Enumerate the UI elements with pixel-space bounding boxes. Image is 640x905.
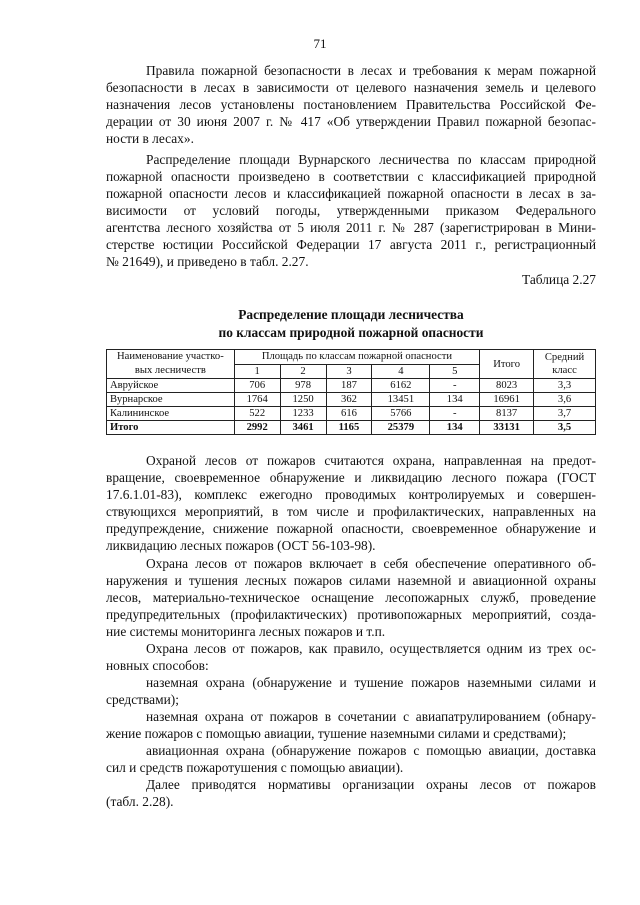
text-line: назначения лесов установлены постановлением Правительства Российской Фе- (106, 97, 596, 112)
table-cell: 33131 (480, 421, 534, 435)
table-cell: 187 (326, 379, 372, 393)
row-name-cell: Калининское (107, 407, 235, 421)
text-line: Охрана лесов от пожаров, как правило, осуществляется одним из трех ос- (146, 641, 596, 656)
table-label: Таблица 2.27 (521, 272, 596, 287)
row-name-cell: Итого (107, 421, 235, 435)
table-cell: 2992 (234, 421, 280, 435)
text-line: Охрана лесов от пожаров включает в себя обеспечение оперативного об- (146, 556, 596, 571)
text-line: стерстве юстиции Российской Федерации 17 августа 2011 г., регистрационный (106, 237, 596, 252)
text-line: пожарной опасности произведено в соответствии с классификацией природной (106, 169, 596, 184)
class-header-cell: 1 (234, 364, 280, 379)
fire-class-table (106, 349, 596, 435)
table-cell: 978 (280, 379, 326, 393)
paragraph-protection-includes (106, 555, 596, 640)
row-name-cell: Авруйское (107, 379, 235, 393)
text-line: ние системы мониторинга лесных пожаров и т.п. (106, 624, 386, 639)
text-line: предупреждение, снижение пожарной опасности, своевременное обнаружение и (106, 521, 596, 536)
table-header-row (107, 350, 596, 365)
table-cell: - (430, 407, 480, 421)
table-total-row (107, 421, 596, 435)
table-cell: 5766 (372, 407, 430, 421)
table-cell: 3,7 (534, 407, 596, 421)
paragraph-air-protection (106, 742, 596, 776)
text-line: Правила пожарной безопасности в лесах и требования к мерам пожарной (146, 63, 596, 78)
text-line: Охраной лесов от пожаров считаются охрана, направленная на предот- (146, 453, 596, 468)
text-line: наземная охрана (обнаружение и тушение пожаров наземными силами и (146, 675, 596, 690)
table-cell: 3,5 (534, 421, 596, 435)
header-total-cell: Итого (480, 350, 534, 379)
text-line: авиационная охрана (обнаружение пожаров с помощью авиации, доставка (146, 743, 596, 758)
text-line: жение пожаров с помощью авиации, тушение наземными силами и средствами); (106, 726, 567, 741)
class-header-cell: 4 (372, 364, 430, 379)
text-line: пожарной опасности лесов и классификацией пожарной опасности в лесах в за- (106, 186, 596, 201)
header-area-cell: Площадь по классам пожарной опасности (234, 350, 479, 365)
row-name-cell: Вурнарское (107, 393, 235, 407)
table-cell: 362 (326, 393, 372, 407)
page-number: 71 (313, 36, 327, 51)
header-name-cell: Наименование участко-вых лесничеств (107, 350, 235, 379)
table-cell: 3,3 (534, 379, 596, 393)
table-cell: 134 (430, 421, 480, 435)
text-line: наружения и тушения лесных пожаров силами наземной и авиационной охраны (106, 573, 596, 588)
table-cell: 706 (234, 379, 280, 393)
paragraph-ground-protection (106, 674, 596, 708)
text-line: Далее приводятся нормативы организации охраны лесов от пожаров (146, 777, 596, 792)
table-title-line: по классам природной пожарной опасности (218, 325, 484, 340)
text-line: ствующихся мероприятий, в том числе и профилактических, направленных на (106, 504, 596, 519)
table-cell: 16961 (480, 393, 534, 407)
table-cell: 8137 (480, 407, 534, 421)
text-line: сил и средств пожаротушения с помощью авиации). (106, 760, 404, 775)
table-cell: - (430, 379, 480, 393)
paragraph-norms-reference (106, 776, 596, 810)
header-avg-cell: Средний класс (534, 350, 596, 379)
paragraph-area-distribution (106, 151, 596, 270)
class-header-cell: 3 (326, 364, 372, 379)
text-line: агентства лесного хозяйства от 5 июля 2011 г. № 287 (зарегистрирован в Мини- (106, 220, 596, 235)
table-cell: 522 (234, 407, 280, 421)
table-row (107, 379, 596, 393)
text-line: лесов, материально-техническое оснащение лесопожарных служб, проведение (106, 590, 596, 605)
table-cell: 134 (430, 393, 480, 407)
text-line: (табл. 2.28). (106, 794, 174, 809)
text-line: дерации от 30 июня 2007 г. № 417 «Об утверждении Правил пожарной безопас- (106, 114, 596, 129)
paragraph-forest-protection-definition (106, 452, 596, 554)
text-line: вращение, своевременное обнаружение и ликвидацию лесного пожара (ГОСТ (106, 470, 596, 485)
table-cell: 6162 (372, 379, 430, 393)
text-line: ности в лесах». (106, 131, 194, 146)
paragraph-fire-rules (106, 62, 596, 147)
text-line: № 21649), и приведено в табл. 2.27. (106, 254, 309, 269)
table-cell: 1764 (234, 393, 280, 407)
table-cell: 8023 (480, 379, 534, 393)
text-line: ликвидацию лесных пожаров (ОСТ 56-103-98). (106, 538, 376, 553)
text-line: Распределение площади Вурнарского лесничества по классам природной (146, 152, 596, 167)
table-row (107, 407, 596, 421)
text-line: наземная охрана от пожаров в сочетании с авиапатрулированием (обнару- (146, 709, 596, 724)
text-line: безопасности в лесах в зависимости от целевого назначения земель и целевого (106, 80, 596, 95)
class-header-cell: 5 (430, 364, 480, 379)
text-line: средствами); (106, 692, 179, 707)
table-title (106, 306, 596, 342)
text-line: 17.6.1.01-83), комплекс ежегодно проводимых контролируемых и совершен- (106, 487, 596, 502)
table-cell: 1233 (280, 407, 326, 421)
table-cell: 13451 (372, 393, 430, 407)
table-cell: 25379 (372, 421, 430, 435)
table-row (107, 393, 596, 407)
table-cell: 616 (326, 407, 372, 421)
text-line: висимости от условий погоды, утвержденными приказом Федерального (106, 203, 596, 218)
table-cell: 1250 (280, 393, 326, 407)
text-line: предупредительных (профилактических) противопожарных мероприятий, созда- (106, 607, 596, 622)
text-line: новных способов: (106, 658, 209, 673)
paragraph-ground-air-patrol (106, 708, 596, 742)
class-header-cell: 2 (280, 364, 326, 379)
table-cell: 1165 (326, 421, 372, 435)
table-title-line: Распределение площади лесничества (238, 307, 464, 322)
table-cell: 3,6 (534, 393, 596, 407)
table-cell: 3461 (280, 421, 326, 435)
paragraph-protection-methods (106, 640, 596, 674)
